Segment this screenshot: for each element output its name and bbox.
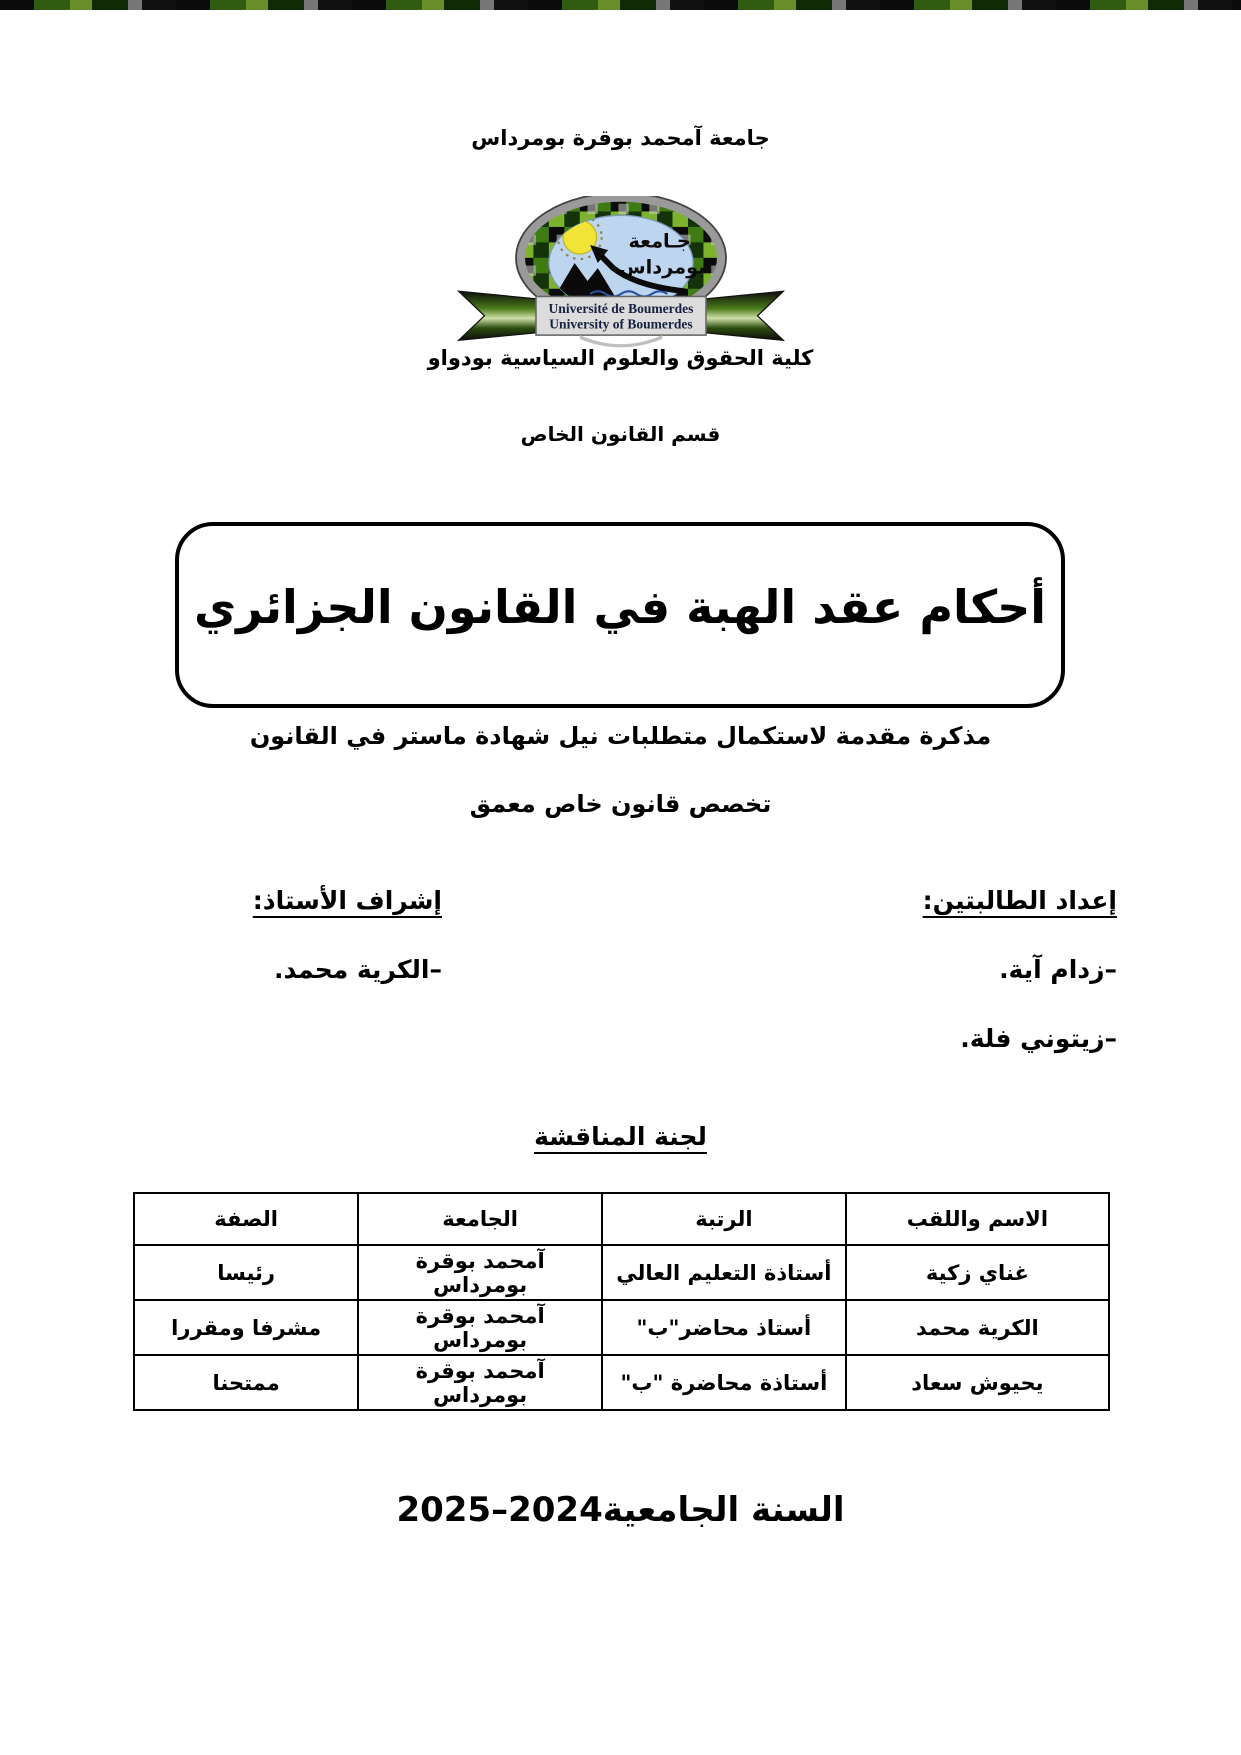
member-university: آمحمد بوقرة بومرداس <box>358 1245 602 1300</box>
member-rank: أستاذة التعليم العالي <box>602 1245 846 1300</box>
authors-label: إعداد الطالبتين: <box>922 886 1117 915</box>
supervisor-label: إشراف الأستاذ: <box>252 886 442 915</box>
member-name: يحيوش سعاد <box>846 1355 1109 1410</box>
member-university: آمحمد بوقرة بومرداس <box>358 1300 602 1355</box>
student-name-1: –زدام آية. <box>999 955 1117 984</box>
committee-table <box>133 1192 1110 1411</box>
member-role: ممتحنا <box>134 1355 358 1410</box>
university-logo-graphic <box>453 196 789 348</box>
banner-text-french: Université de Boumerdes <box>548 301 693 317</box>
member-rank: أستاذة محاضرة "ب" <box>602 1355 846 1410</box>
header-university: الجامعة <box>358 1193 602 1245</box>
table-row <box>134 1245 1109 1300</box>
logo-arabic-text-line1: جـامعة <box>627 229 691 253</box>
student-name-2: –زيتوني فلة. <box>960 1024 1117 1053</box>
authors-column <box>787 886 1117 1053</box>
thesis-title-box <box>175 522 1065 708</box>
member-name: الكرية محمد <box>846 1300 1109 1355</box>
supervision-column <box>112 886 442 1053</box>
header-name: الاسم واللقب <box>846 1193 1109 1245</box>
header-rank: الرتبة <box>602 1193 846 1245</box>
member-rank: أستاذ محاضر"ب" <box>602 1300 846 1355</box>
decorative-top-border <box>0 0 1241 10</box>
department-name: قسم القانون الخاص <box>520 422 721 446</box>
faculty-name: كلية الحقوق والعلوم السياسية بودواو <box>427 346 814 370</box>
member-university: آمحمد بوقرة بومرداس <box>358 1355 602 1410</box>
thesis-subtitle: مذكرة مقدمة لاستكمال متطلبات نيل شهادة ماستر في القانون <box>249 722 992 750</box>
member-role: مشرفا ومقررا <box>134 1300 358 1355</box>
logo-arabic-text-line2: بومرداس <box>618 255 705 279</box>
logo-banner <box>535 296 705 335</box>
table-row <box>134 1355 1109 1410</box>
thesis-title: أحكام عقد الهبة في القانون الجزائري <box>194 580 1046 634</box>
specialty-line: تخصص قانون خاص معمق <box>469 790 772 818</box>
credits-columns <box>112 886 1117 1053</box>
supervisor-name: –الكرية محمد. <box>274 955 442 984</box>
academic-year: السنة الجامعية2024–2025 <box>396 1490 845 1530</box>
member-name: غناي زكية <box>846 1245 1109 1300</box>
table-header-row <box>134 1193 1109 1245</box>
banner-text-english: University of Boumerdes <box>548 316 693 332</box>
table-row <box>134 1300 1109 1355</box>
header-role: الصفة <box>134 1193 358 1245</box>
university-name: جامعة آمحمد بوقرة بومرداس <box>471 126 770 150</box>
committee-heading: لجنة المناقشة <box>534 1122 707 1151</box>
university-logo <box>453 196 789 348</box>
member-role: رئيسا <box>134 1245 358 1300</box>
